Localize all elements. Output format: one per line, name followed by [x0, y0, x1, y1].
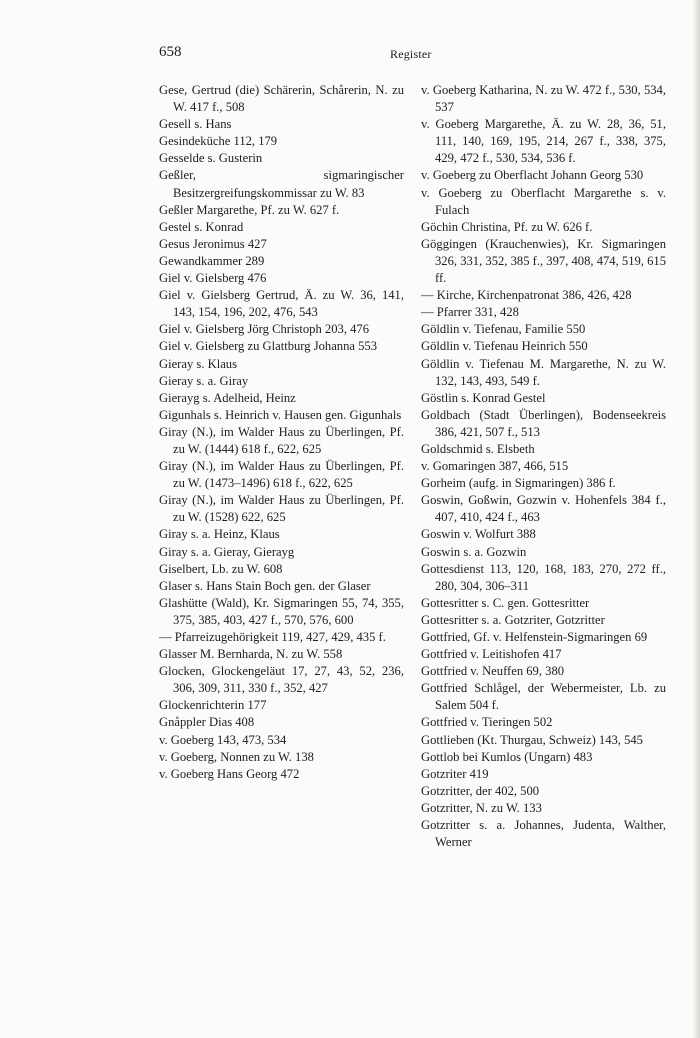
index-entry: Glaser s. Hans Stain Boch gen. der Glaser	[159, 578, 371, 593]
index-entry: Gottlob bei Kumlos (Ungarn) 483	[421, 749, 593, 764]
index-entry: Goldschmid s. Elsbeth	[421, 441, 535, 456]
index-entry: Goldbach (Stadt Überlingen), Bodenseekreis 386, 421, 507 f., 513	[421, 407, 666, 439]
index-entry: Gottfried v. Leitishofen 417	[421, 647, 562, 662]
index-entry: Glasser M. Bernharda, N. zu W. 558	[159, 647, 343, 662]
index-entry: Giel v. Gielsberg zu Glattburg Johanna 553	[159, 339, 378, 354]
running-title: Register	[390, 47, 432, 61]
index-entry: Göldlin v. Tiefenau M. Margarethe, N. zu W. 132, 143, 493, 549 f.	[421, 356, 666, 388]
index-entry: Gottesritter s. a. Gotzriter, Gotzritter	[421, 612, 605, 627]
index-entry: Gesselde s. Gusterin	[159, 151, 263, 166]
index-entry: Gierayg s. Adelheid, Heinz	[159, 390, 296, 405]
index-entry: v. Goeberg, Nonnen zu W. 138	[159, 749, 314, 764]
index-entry: Gesell s. Hans	[159, 117, 232, 132]
index-entry: v. Gomaringen 387, 466, 515	[421, 459, 569, 474]
index-column-right	[421, 82, 666, 851]
index-entry: Giray (N.), im Walder Haus zu Überlingen, Pf. zu W. (1444) 618 f., 622, 625	[159, 424, 404, 456]
index-entry: Giel v. Gielsberg 476	[159, 271, 267, 286]
index-entry: Gieray s. Klaus	[159, 356, 237, 371]
index-entry: Gorheim (aufg. in Sigmaringen) 386 f.	[421, 476, 616, 491]
index-entry: Goswin, Goßwin, Gozwin v. Hohenfels 384 f., 407, 410, 424 f., 463	[421, 493, 666, 525]
index-entry: Gottfried v. Neuffen 69, 380	[421, 664, 565, 679]
page-edge-shadow	[692, 0, 700, 1038]
index-entry: Göldlin v. Tiefenau, Familie 550	[421, 322, 586, 337]
index-entry: Gesus Jeronimus 427	[159, 236, 267, 251]
index-entry: v. Goeberg zu Oberflacht Johann Georg 530	[421, 168, 644, 183]
index-entry: Gese, Gertrud (die) Schärerin, Schårerin, N. zu W. 417 f., 508	[159, 83, 404, 115]
index-entry: Göggingen (Krauchenwies), Kr. Sigmaringen 326, 331, 352, 385 f., 397, 408, 474, 519, 615 ff.	[421, 236, 666, 286]
index-entry: Gotzritter s. a. Johannes, Judenta, Walther, Werner	[421, 818, 666, 850]
index-entry: Gigunhals s. Heinrich v. Hausen gen. Gigunhals	[159, 407, 402, 422]
index-entry: Geßler, sigmaringischer Besitzergreifungskommissar zu W. 83	[159, 168, 404, 200]
index-entry: Gottlieben (Kt. Thurgau, Schweiz) 143, 545	[421, 732, 643, 747]
page-number: 658	[159, 44, 182, 60]
index-entry: Gewandkammer 289	[159, 253, 265, 268]
index-entry: Gieray s. a. Giray	[159, 373, 249, 388]
index-entry: — Kirche, Kirchenpatronat 386, 426, 428	[421, 288, 632, 303]
index-entry: Gottesdienst 113, 120, 168, 183, 270, 272 ff., 280, 304, 306–311	[421, 561, 666, 593]
index-entry: Gottesritter s. C. gen. Gottesritter	[421, 595, 590, 610]
index-entry: Giray s. a. Heinz, Klaus	[159, 527, 280, 542]
index-entry: Gotzritter, N. zu W. 133	[421, 800, 542, 815]
index-entry: Geßler Margarethe, Pf. zu W. 627 f.	[159, 202, 340, 217]
index-entry: v. Goeberg Hans Georg 472	[159, 766, 300, 781]
index-entry: Giray (N.), im Walder Haus zu Überlingen, Pf. zu W. (1528) 622, 625	[159, 493, 404, 525]
index-entry: Giray s. a. Gieray, Gierayg	[159, 544, 295, 559]
index-entry: Glockenrichterin 177	[159, 698, 267, 713]
index-entry: Gottfried Schlågel, der Webermeister, Lb. zu Salem 504 f.	[421, 681, 666, 713]
index-entry: v. Goeberg Margarethe, Ä. zu W. 28, 36, 51, 111, 140, 169, 195, 214, 267 f., 338, 375, 429, 472 f., 530, 534, 536 f.	[421, 117, 666, 166]
index-entry: — Pfarrer 331, 428	[421, 305, 519, 320]
index-entry: Gotzriter 419	[421, 766, 489, 781]
index-column-left	[159, 82, 404, 783]
index-entry: Gottfried v. Tieringen 502	[421, 715, 553, 730]
index-entry: Göldlin v. Tiefenau Heinrich 550	[421, 339, 588, 354]
index-entry: v. Goeberg Katharina, N. zu W. 472 f., 530, 534, 537	[421, 83, 666, 115]
index-entry: Gnåppler Dias 408	[159, 715, 255, 730]
index-entry: Göstlin s. Konrad Gestel	[421, 390, 546, 405]
index-entry: Goswin s. a. Gozwin	[421, 544, 527, 559]
index-entry: — Pfarreizugehörigkeit 119, 427, 429, 435 f.	[159, 630, 386, 644]
index-entry: Giel v. Gielsberg Gertrud, Ä. zu W. 36, 141, 143, 154, 196, 202, 476, 543	[159, 288, 404, 320]
index-entry: Gestel s. Konrad	[159, 219, 244, 234]
index-entry: Giselbert, Lb. zu W. 608	[159, 561, 283, 576]
index-entry: Giel v. Gielsberg Jörg Christoph 203, 476	[159, 322, 370, 337]
index-entry: Glashütte (Wald), Kr. Sigmaringen 55, 74, 355, 375, 385, 403, 427 f., 570, 576, 600	[159, 595, 404, 627]
index-entry: Gottfried, Gf. v. Helfenstein-Sigmaringen 69	[421, 630, 648, 644]
index-entry: v. Goeberg 143, 473, 534	[159, 732, 287, 747]
index-entry: Goswin v. Wolfurt 388	[421, 527, 536, 542]
index-entry: Giray (N.), im Walder Haus zu Überlingen, Pf. zu W. (1473–1496) 618 f., 622, 625	[159, 459, 404, 491]
index-entry: Gesindeküche 112, 179	[159, 134, 278, 149]
index-entry: Göchin Christina, Pf. zu W. 626 f.	[421, 219, 593, 234]
index-entry: v. Goeberg zu Oberflacht Margarethe s. v. Fulach	[421, 185, 666, 217]
index-entry: Glocken, Glockengeläut 17, 27, 43, 52, 236, 306, 309, 311, 330 f., 352, 427	[159, 664, 404, 696]
page-header	[159, 44, 667, 64]
index-entry: Gotzritter, der 402, 500	[421, 783, 540, 798]
